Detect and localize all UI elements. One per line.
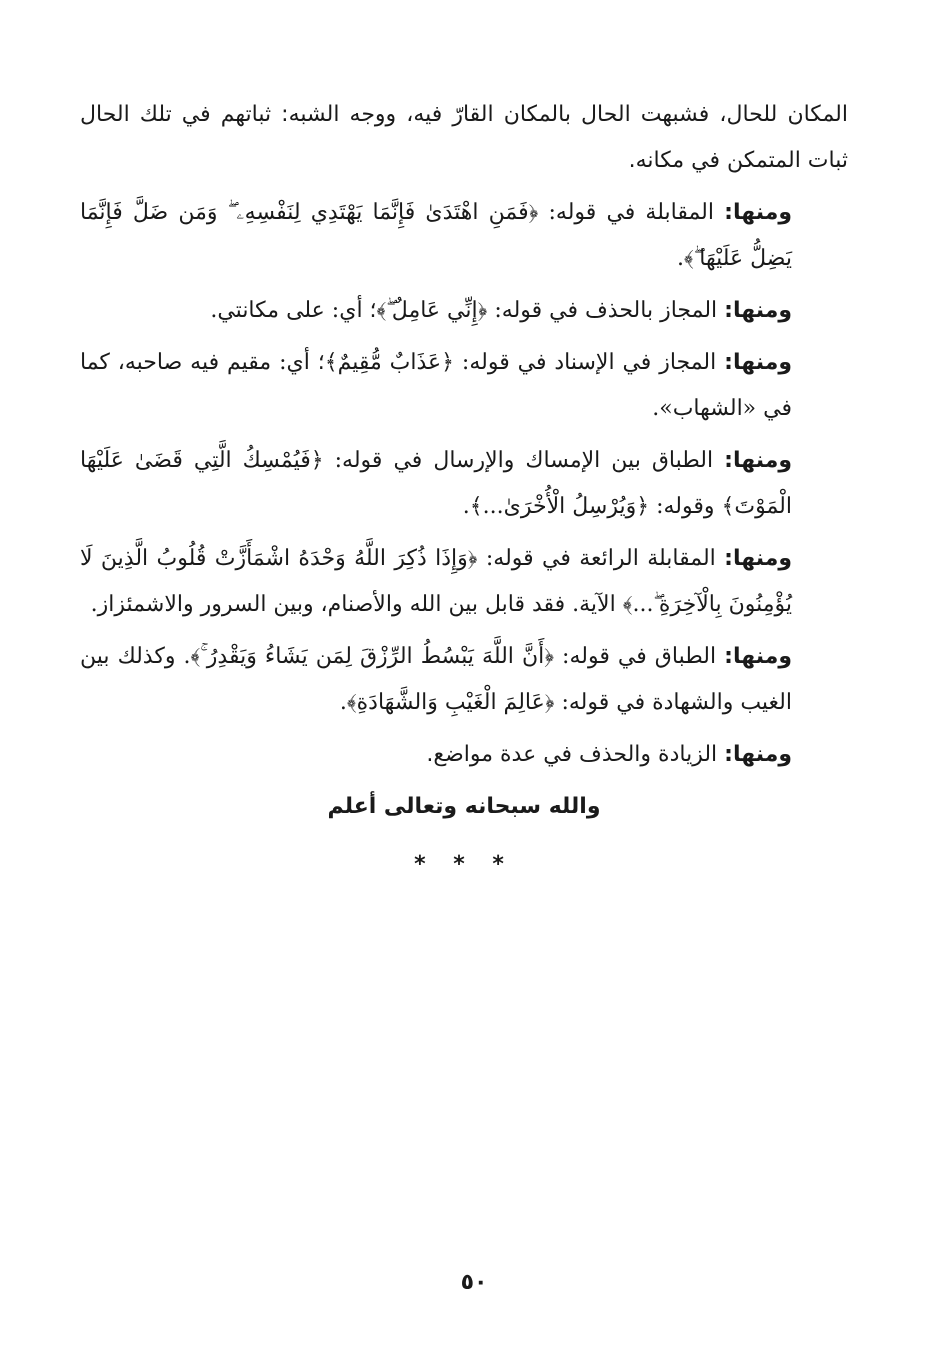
paragraph-tibaq-rizq <box>80 634 848 726</box>
paragraph-lead: ومنها: <box>724 742 792 767</box>
paragraph-text: الزيادة والحذف في عدة مواضع. <box>426 742 725 767</box>
page-body <box>80 92 848 877</box>
paragraph-lead: ومنها: <box>724 200 792 225</box>
paragraph-continuation <box>80 92 848 184</box>
paragraph-lead: ومنها: <box>724 298 792 323</box>
paragraph-lead: ومنها: <box>724 644 792 669</box>
paragraph-lead: ومنها: <box>724 546 792 571</box>
section-separator: * * * <box>414 852 514 877</box>
paragraph-lead: ومنها: <box>724 448 792 473</box>
paragraph-muqabala-raia <box>80 536 848 628</box>
paragraph-text: المقابلة الرائعة في قوله: ﴿وَإِذَا ذُكِرَ اللَّهُ وَحْدَهُ اشْمَأَزَّتْ قُلُوبُ الَّذِينَ لَا يُؤْمِنُونَ بِالْآخِرَةِ ۖ...﴾ الآية. فقد قابل بين الله والأصنام، وبين السرور والاشمئزاز. <box>80 546 792 617</box>
page-number: ٥٠ <box>460 1270 488 1295</box>
paragraph-text: المجاز في الإسناد في قوله: ﴿عَذَابٌ مُّقِيمٌ﴾؛ أي: مقيم فيه صاحبه، كما في «الشهاب». <box>80 350 792 421</box>
paragraph-lead: ومنها: <box>724 350 792 375</box>
paragraph-majaz-hadhf <box>80 288 848 334</box>
paragraph-muqabala <box>80 190 848 282</box>
paragraph-text: المقابلة في قوله: ﴿فَمَنِ اهْتَدَىٰ فَإِنَّمَا يَهْتَدِي لِنَفْسِهِۦ ۖ وَمَن ضَلَّ فَإِنَّمَا يَضِلُّ عَلَيْهَا ۖ﴾. <box>80 200 792 271</box>
closing-line: والله سبحانه وتعالى أعلم <box>327 794 601 819</box>
paragraph-text: المجاز بالحذف في قوله: ﴿إِنِّي عَامِلٌ ۖ﴾؛ أي: على مكانتي. <box>210 298 725 323</box>
paragraph-text: الطباق بين الإمساك والإرسال في قوله: ﴿فَيُمْسِكُ الَّتِي قَضَىٰ عَلَيْهَا الْمَوْتَ﴾ وقوله: ﴿وَيُرْسِلُ الْأُخْرَىٰ...﴾. <box>80 448 792 519</box>
paragraph-ziyada-hadhf <box>80 732 848 778</box>
paragraph-tibaq-imsak <box>80 438 848 530</box>
paragraph-majaz-isnad <box>80 340 848 432</box>
paragraph-text: الطباق في قوله: ﴿أَنَّ اللَّهَ يَبْسُطُ الرِّزْقَ لِمَن يَشَاءُ وَيَقْدِرُ ۚ﴾. وكذلك بين الغيب والشهادة في قوله: ﴿عَالِمَ الْغَيْبِ وَالشَّهَادَةِ﴾. <box>80 644 792 715</box>
paragraph-text: المكان للحال، فشبهت الحال بالمكان القارّ فيه، ووجه الشبه: ثباتهم في تلك الحال ثبات المتمكن في مكانه. <box>80 102 848 173</box>
